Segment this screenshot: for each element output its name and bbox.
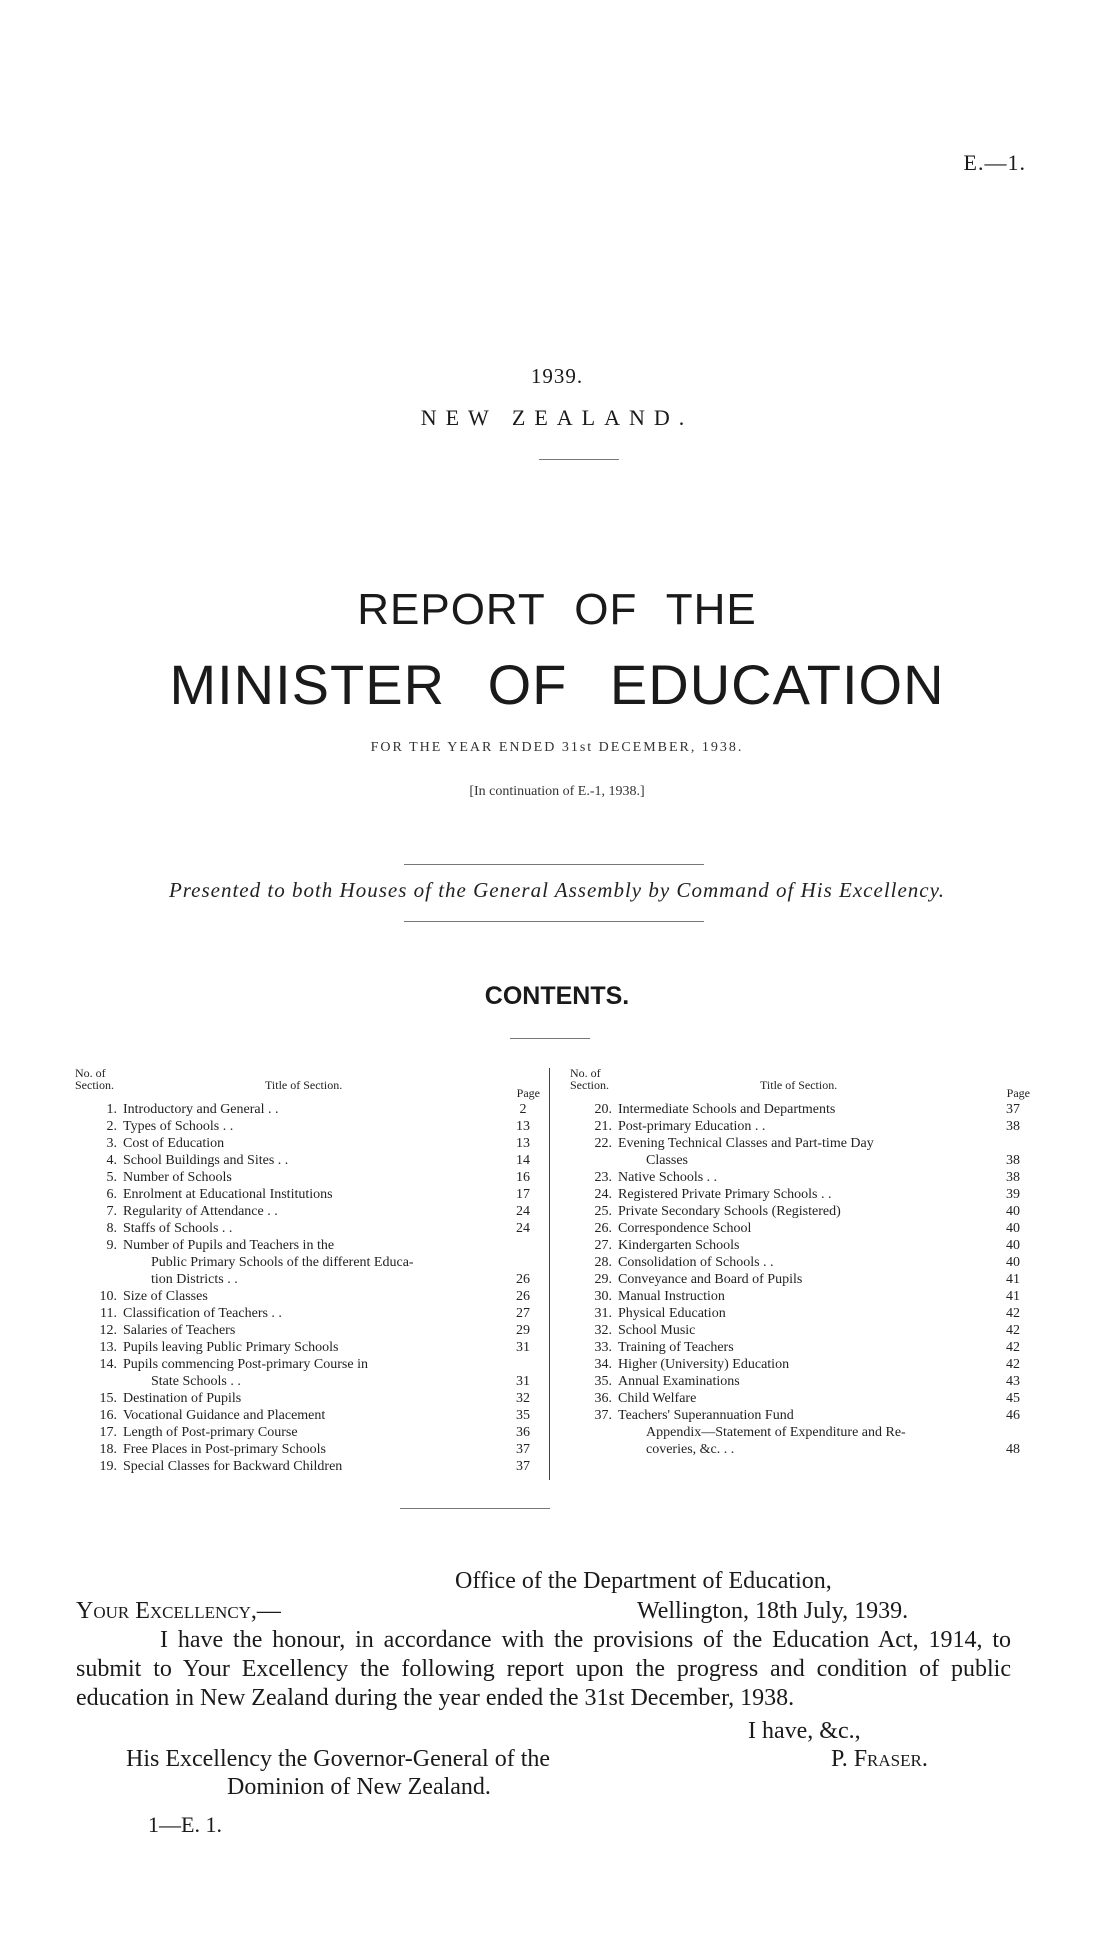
- section-title: Special Classes for Backward Children: [123, 1459, 343, 1474]
- section-title: Vocational Guidance and Placement: [123, 1408, 326, 1423]
- section-number: 21.: [594, 1119, 612, 1134]
- section-title: Training of Teachers: [618, 1340, 734, 1355]
- contents-heading: CONTENTS.: [484, 982, 630, 1010]
- contents-row: [570, 1288, 1030, 1305]
- contents-row: [75, 1220, 540, 1237]
- section-number: 19.: [99, 1459, 117, 1474]
- section-number: 20.: [594, 1102, 612, 1117]
- section-number: 30.: [594, 1289, 612, 1304]
- divider-rule: [400, 1508, 550, 1509]
- contents-row: [75, 1271, 540, 1288]
- section-page: 45: [1006, 1391, 1020, 1406]
- contents-row: [75, 1254, 540, 1271]
- section-title: Physical Education: [618, 1306, 726, 1321]
- section-title: School Buildings and Sites . .: [123, 1153, 289, 1168]
- contents-row: [570, 1135, 1030, 1152]
- section-number: 13.: [99, 1340, 117, 1355]
- section-number: 4.: [106, 1153, 117, 1168]
- contents-row: [75, 1373, 540, 1390]
- col-page-label: Page: [516, 1086, 540, 1100]
- section-number: 11.: [100, 1306, 117, 1321]
- section-page: 24: [516, 1204, 530, 1219]
- section-title: tion Districts . .: [151, 1272, 238, 1287]
- section-page: 42: [1006, 1323, 1020, 1338]
- section-number: 8.: [106, 1221, 117, 1236]
- section-title: Regularity of Attendance . .: [123, 1204, 278, 1219]
- section-number: 24.: [594, 1187, 612, 1202]
- section-title: Destination of Pupils: [123, 1391, 242, 1406]
- contents-row: [75, 1441, 540, 1458]
- section-page: 32: [516, 1391, 530, 1406]
- country-heading: NEW ZEALAND.: [420, 405, 694, 430]
- section-title: Size of Classes: [123, 1289, 208, 1304]
- contents-row: [75, 1356, 540, 1373]
- section-title: Private Secondary Schools (Registered): [618, 1204, 841, 1219]
- section-page: 38: [1006, 1153, 1020, 1168]
- section-page: 31: [516, 1340, 530, 1355]
- section-number: 35.: [594, 1374, 612, 1389]
- section-number: 31.: [594, 1306, 612, 1321]
- contents-row: [570, 1203, 1030, 1220]
- section-number: 28.: [594, 1255, 612, 1270]
- contents-row: [570, 1169, 1030, 1186]
- section-page: 24: [516, 1221, 530, 1236]
- contents-row: [570, 1220, 1030, 1237]
- contents-row: [570, 1441, 1030, 1458]
- contents-list-right: [570, 1101, 1030, 1458]
- contents-row: [570, 1356, 1030, 1373]
- contents-row: [75, 1186, 540, 1203]
- report-title-line-2: MINISTER OF EDUCATION: [169, 653, 945, 716]
- letter-dateline: Wellington, 18th July, 1939.: [637, 1598, 909, 1624]
- section-page: 16: [516, 1170, 530, 1185]
- section-title: Length of Post-primary Course: [123, 1425, 298, 1440]
- contents-row: [570, 1254, 1030, 1271]
- section-title: Child Welfare: [618, 1391, 697, 1406]
- section-number: 2.: [106, 1119, 117, 1134]
- section-title: Pupils commencing Post-primary Course in: [123, 1357, 368, 1372]
- contents-column-header: [570, 1067, 1030, 1101]
- contents-row: [570, 1152, 1030, 1169]
- contents-row: [75, 1390, 540, 1407]
- col-no-label: No. of Section.: [75, 1066, 114, 1092]
- section-page: 42: [1006, 1357, 1020, 1372]
- section-page: 42: [1006, 1340, 1020, 1355]
- contents-row: [75, 1118, 540, 1135]
- section-title: Manual Instruction: [618, 1289, 725, 1304]
- section-title: Free Places in Post-primary Schools: [123, 1442, 326, 1457]
- contents-column-left: [75, 1067, 540, 1475]
- section-page: 40: [1006, 1238, 1020, 1253]
- column-divider: [549, 1068, 550, 1480]
- section-number: 12.: [99, 1323, 117, 1338]
- contents-row: [570, 1118, 1030, 1135]
- section-title: Conveyance and Board of Pupils: [618, 1272, 803, 1287]
- report-subtitle: FOR THE YEAR ENDED 31st DECEMBER, 1938.: [370, 740, 744, 755]
- section-number: 22.: [594, 1136, 612, 1151]
- contents-row: [75, 1322, 540, 1339]
- section-title: Appendix—Statement of Expenditure and Re-: [646, 1425, 906, 1440]
- section-number: 23.: [594, 1170, 612, 1185]
- section-page: 2: [519, 1102, 527, 1117]
- divider-rule: [539, 459, 619, 460]
- section-page: 48: [1006, 1442, 1020, 1457]
- section-title: Kindergarten Schools: [618, 1238, 740, 1253]
- contents-row: [570, 1424, 1030, 1441]
- section-title: Classes: [646, 1153, 688, 1168]
- contents-row: [75, 1424, 540, 1441]
- divider-rule: [404, 921, 704, 922]
- contents-row: [570, 1373, 1030, 1390]
- contents-row: [75, 1288, 540, 1305]
- contents-row: [570, 1305, 1030, 1322]
- section-title: Post-primary Education . .: [618, 1119, 766, 1134]
- contents-row: [75, 1203, 540, 1220]
- section-number: 7.: [106, 1204, 117, 1219]
- addressee-line-1: His Excellency the Governor-General of the: [126, 1746, 551, 1772]
- section-title: Introductory and General . .: [123, 1102, 279, 1117]
- section-title: Higher (University) Education: [618, 1357, 790, 1372]
- section-page: 39: [1006, 1187, 1020, 1202]
- section-title: Classification of Teachers . .: [123, 1306, 282, 1321]
- section-title: Number of Schools: [123, 1170, 232, 1185]
- section-number: 1.: [106, 1102, 117, 1117]
- section-number: 10.: [99, 1289, 117, 1304]
- section-title: Native Schools . .: [618, 1170, 718, 1185]
- section-number: 6.: [106, 1187, 117, 1202]
- section-title: Cost of Education: [123, 1136, 225, 1151]
- section-page: 26: [516, 1289, 530, 1304]
- contents-row: [570, 1271, 1030, 1288]
- continuation-note: [In continuation of E.-1, 1938.]: [469, 784, 645, 799]
- section-page: 38: [1006, 1170, 1020, 1185]
- addressee-line-2: Dominion of New Zealand.: [227, 1774, 491, 1800]
- section-title: Enrolment at Educational Institutions: [123, 1187, 333, 1202]
- divider-rule: [404, 864, 704, 865]
- section-number: 26.: [594, 1221, 612, 1236]
- section-title: Evening Technical Classes and Part-time Day: [618, 1136, 874, 1151]
- contents-row: [75, 1237, 540, 1254]
- presented-statement: Presented to both Houses of the General Assembly by Command of His Excellency.: [168, 878, 946, 902]
- contents-row: [75, 1305, 540, 1322]
- section-number: 14.: [99, 1357, 117, 1372]
- section-page: 37: [516, 1459, 530, 1474]
- contents-row: [75, 1407, 540, 1424]
- col-no-label: No. of Section.: [570, 1066, 609, 1092]
- section-number: 36.: [594, 1391, 612, 1406]
- section-page: 41: [1006, 1289, 1020, 1304]
- col-page-label: Page: [1006, 1086, 1030, 1100]
- section-number: 5.: [106, 1170, 117, 1185]
- section-page: 29: [516, 1323, 530, 1338]
- section-number: 37.: [594, 1408, 612, 1423]
- section-page: 13: [516, 1136, 530, 1151]
- section-title: Correspondence School: [618, 1221, 752, 1236]
- letter-signature: P. Fraser.: [831, 1746, 928, 1772]
- contents-column-right: [570, 1067, 1030, 1458]
- col-title-label: Title of Section.: [760, 1078, 838, 1092]
- section-page: 41: [1006, 1272, 1020, 1287]
- contents-row: [570, 1322, 1030, 1339]
- section-number: 33.: [594, 1340, 612, 1355]
- section-page: 40: [1006, 1255, 1020, 1270]
- section-number: 27.: [594, 1238, 612, 1253]
- contents-row: [570, 1101, 1030, 1118]
- section-number: 25.: [594, 1204, 612, 1219]
- section-number: 18.: [99, 1442, 117, 1457]
- section-title: Staffs of Schools . .: [123, 1221, 233, 1236]
- section-title: Teachers' Superannuation Fund: [618, 1408, 794, 1423]
- section-number: 34.: [594, 1357, 612, 1372]
- section-page: 27: [516, 1306, 530, 1321]
- section-number: 29.: [594, 1272, 612, 1287]
- section-title: Intermediate Schools and Departments: [618, 1102, 836, 1117]
- section-page: 14: [516, 1153, 530, 1168]
- section-title: School Music: [618, 1323, 696, 1338]
- contents-column-header: [75, 1067, 540, 1101]
- contents-row: [570, 1390, 1030, 1407]
- section-page: 42: [1006, 1306, 1020, 1321]
- contents-row: [570, 1407, 1030, 1424]
- contents-row: [75, 1152, 540, 1169]
- divider-rule: [510, 1038, 590, 1039]
- section-number: 3.: [106, 1136, 117, 1151]
- section-page: 31: [516, 1374, 530, 1389]
- section-page: 13: [516, 1119, 530, 1134]
- contents-row: [570, 1339, 1030, 1356]
- page-reference: E.—1.: [963, 150, 1026, 175]
- section-number: 16.: [99, 1408, 117, 1423]
- section-page: 46: [1006, 1408, 1020, 1423]
- section-page: 26: [516, 1272, 530, 1287]
- section-page: 40: [1006, 1204, 1020, 1219]
- col-title-label: Title of Section.: [265, 1078, 343, 1092]
- section-title: State Schools . .: [151, 1374, 241, 1389]
- section-page: 40: [1006, 1221, 1020, 1236]
- year-heading: 1939.: [530, 364, 584, 388]
- section-number: 9.: [106, 1238, 117, 1253]
- contents-row: [570, 1237, 1030, 1254]
- section-page: 17: [516, 1187, 530, 1202]
- office-address: Office of the Department of Education,: [455, 1568, 832, 1594]
- contents-row: [75, 1101, 540, 1118]
- section-title: Salaries of Teachers: [123, 1323, 236, 1338]
- section-title: Pupils leaving Public Primary Schools: [123, 1340, 339, 1355]
- section-number: 32.: [594, 1323, 612, 1338]
- letter-body: I have the honour, in accordance with the provisions of the Education Act, 1914, to submit to Your Excellency the following report upon the progress and condition of public education in New Zealand during the year ended the 31st December, 1938.: [76, 1627, 1011, 1711]
- contents-row: [75, 1135, 540, 1152]
- letter-greeting: Your Excellency,—: [76, 1598, 281, 1624]
- section-title: Registered Private Primary Schools . .: [618, 1187, 832, 1202]
- section-title: Public Primary Schools of the different Educa-: [151, 1255, 414, 1270]
- report-title-line-1: REPORT OF THE: [357, 585, 757, 634]
- footer-reference: 1—E. 1.: [148, 1812, 222, 1837]
- section-page: 43: [1006, 1374, 1020, 1389]
- section-title: coveries, &c. . .: [646, 1442, 735, 1457]
- section-page: 35: [516, 1408, 530, 1423]
- contents-row: [570, 1186, 1030, 1203]
- section-page: 38: [1006, 1119, 1020, 1134]
- contents-row: [75, 1458, 540, 1475]
- contents-list-left: [75, 1101, 540, 1475]
- section-title: Types of Schools . .: [123, 1119, 234, 1134]
- section-number: 17.: [99, 1425, 117, 1440]
- section-title: Number of Pupils and Teachers in the: [123, 1238, 335, 1253]
- section-number: 15.: [99, 1391, 117, 1406]
- section-page: 36: [516, 1425, 530, 1440]
- section-page: 37: [1006, 1102, 1020, 1117]
- section-title: Consolidation of Schools . .: [618, 1255, 774, 1270]
- section-title: Annual Examinations: [618, 1374, 740, 1389]
- contents-row: [75, 1339, 540, 1356]
- contents-row: [75, 1169, 540, 1186]
- section-page: 37: [516, 1442, 530, 1457]
- letter-closing: I have, &c.,: [748, 1718, 861, 1744]
